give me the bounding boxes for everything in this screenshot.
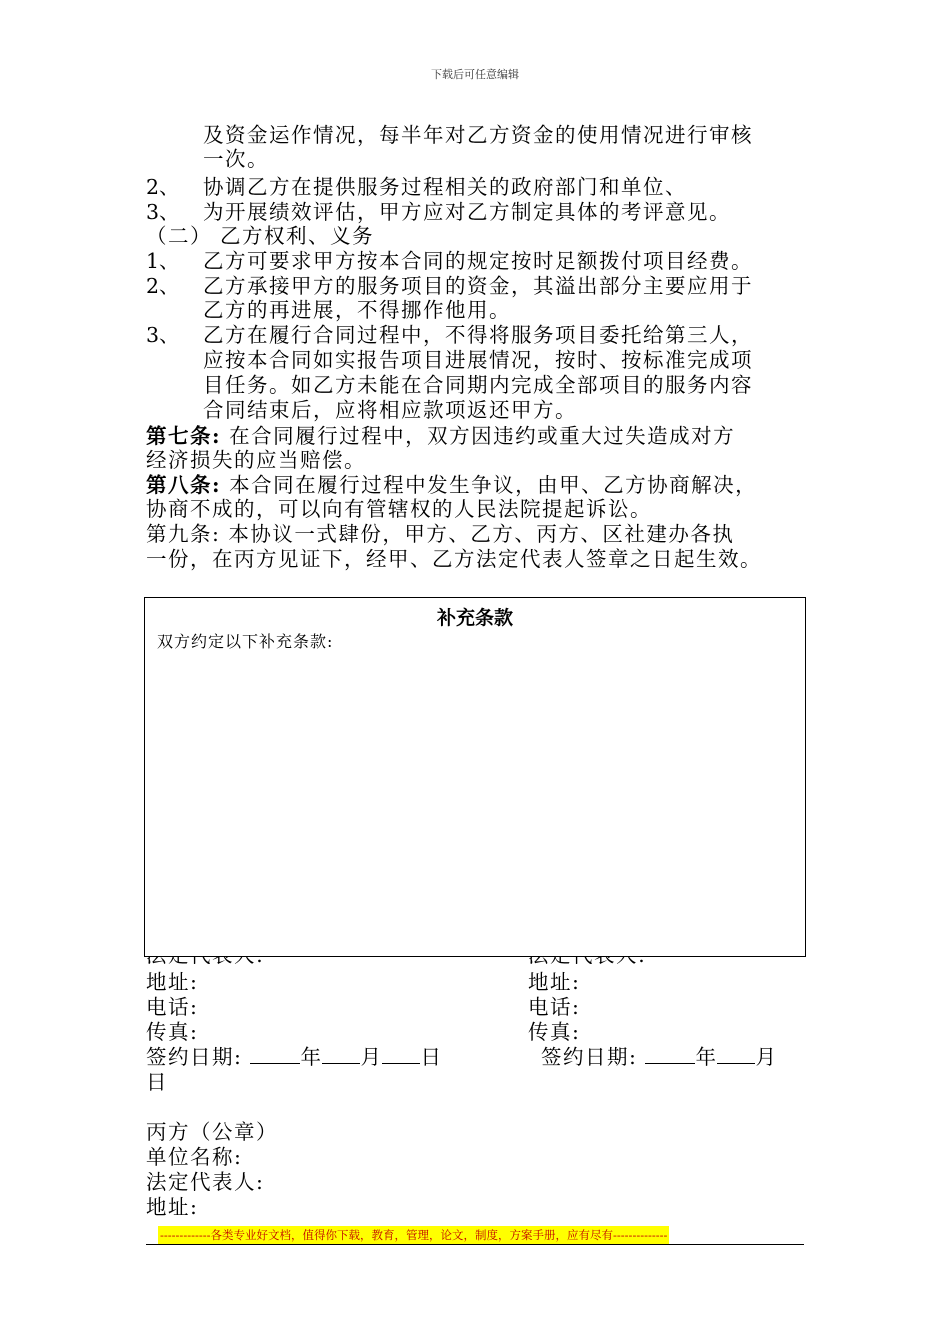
left-fax-label: 传真: [146, 1020, 199, 1044]
supplement-box[interactable] [144, 597, 806, 957]
article-7-label: 第七条: [146, 424, 222, 448]
jia-item-3-num: 3、 [146, 200, 180, 224]
article-8-line-2: 协商不成的，可以向有管辖权的人民法院提起诉讼。 [146, 497, 652, 521]
left-month-label: 月 [360, 1045, 383, 1069]
jia-item-2-num: 2、 [146, 175, 180, 199]
left-year-blank[interactable] [250, 1045, 300, 1064]
left-year-label: 年 [300, 1045, 323, 1069]
left-sign-date [146, 1045, 442, 1069]
right-date-label: 签约日期: [541, 1045, 638, 1069]
jia-item-3-text: 为开展绩效评估，甲方应对乙方制定具体的考评意见。 [203, 200, 731, 224]
right-phone-label: 电话: [528, 995, 581, 1019]
article-7-line-2: 经济损失的应当赔偿。 [146, 448, 366, 472]
left-day-blank[interactable] [382, 1045, 420, 1064]
right-sign-date [541, 1045, 777, 1069]
right-fax-label: 传真: [528, 1020, 581, 1044]
supplement-subtitle: 双方约定以下补充条款: [157, 632, 334, 651]
bing-unit-label: 单位名称: [146, 1145, 243, 1169]
yi-item-2-line-1: 乙方承接甲方的服务项目的资金，其溢出部分主要应用于 [203, 274, 753, 298]
jia-item-2-text: 协调乙方在提供服务过程相关的政府部门和单位、 [203, 175, 687, 199]
yi-item-3-line-3: 目任务。如乙方未能在合同期内完成全部项目的服务内容 [203, 373, 753, 397]
right-year-blank[interactable] [645, 1045, 695, 1064]
footer-banner: -------------各类专业好文档，值得你下载，教育，管理，论文，制度，方案手册，应有尽有-------------- [160, 1228, 668, 1242]
bing-title: 丙方（公章） [146, 1120, 278, 1144]
left-date-label: 签约日期: [146, 1045, 243, 1069]
yi-item-3-num: 3、 [146, 323, 180, 347]
section-2-title: （二） 乙方权利、义务 [146, 224, 375, 248]
bing-address-label: 地址: [146, 1195, 199, 1219]
yi-item-1-num: 1、 [146, 249, 180, 273]
right-address-label: 地址: [528, 970, 581, 994]
yi-item-3-line-1: 乙方在履行合同过程中，不得将服务项目委托给第三人， [203, 323, 753, 347]
supplement-title: 补充条款 [436, 607, 513, 629]
intro-line-1: 及资金运作情况，每半年对乙方资金的使用情况进行审核 [203, 123, 753, 147]
footer-rule [146, 1244, 804, 1245]
yi-item-1-line-1: 乙方可要求甲方按本合同的规定按时足额拨付项目经费。 [203, 249, 753, 273]
intro-line-2: 一次。 [203, 147, 269, 171]
article-7-text: 在合同履行过程中，双方因违约或重大过失造成对方 [229, 424, 736, 448]
article-8-text: 本合同在履行过程中发生争议，由甲、乙方协商解决， [229, 473, 758, 497]
yi-item-2-line-2: 乙方的再进展，不得挪作他用。 [203, 298, 511, 322]
yi-item-2-num: 2、 [146, 274, 180, 298]
article-7 [146, 424, 735, 448]
left-phone-label: 电话: [146, 995, 199, 1019]
left-address-label: 地址: [146, 970, 199, 994]
bing-rep-label: 法定代表人: [146, 1170, 265, 1194]
right-month-label: 月 [755, 1045, 778, 1069]
right-year-label: 年 [695, 1045, 718, 1069]
left-day-label: 日 [420, 1045, 443, 1069]
left-month-blank[interactable] [322, 1045, 360, 1064]
article-8-label: 第八条: [146, 473, 222, 497]
article-9-line-1: 第九条: 本协议一式肆份，甲方、乙方、丙方、区社建办各执 [146, 522, 735, 546]
article-8 [146, 473, 757, 497]
page-header: 下载后可任意编辑 [431, 68, 519, 81]
yi-item-3-line-2: 应按本合同如实报告项目进展情况，按时、按标准完成项 [203, 348, 753, 372]
yi-item-3-line-4: 合同结束后，应将相应款项返还甲方。 [203, 398, 577, 422]
article-9-line-2: 一份，在丙方见证下，经甲、乙方法定代表人签章之日起生效。 [146, 547, 762, 571]
right-month-blank[interactable] [717, 1045, 755, 1064]
left-day-wrap: 日 [146, 1070, 168, 1094]
